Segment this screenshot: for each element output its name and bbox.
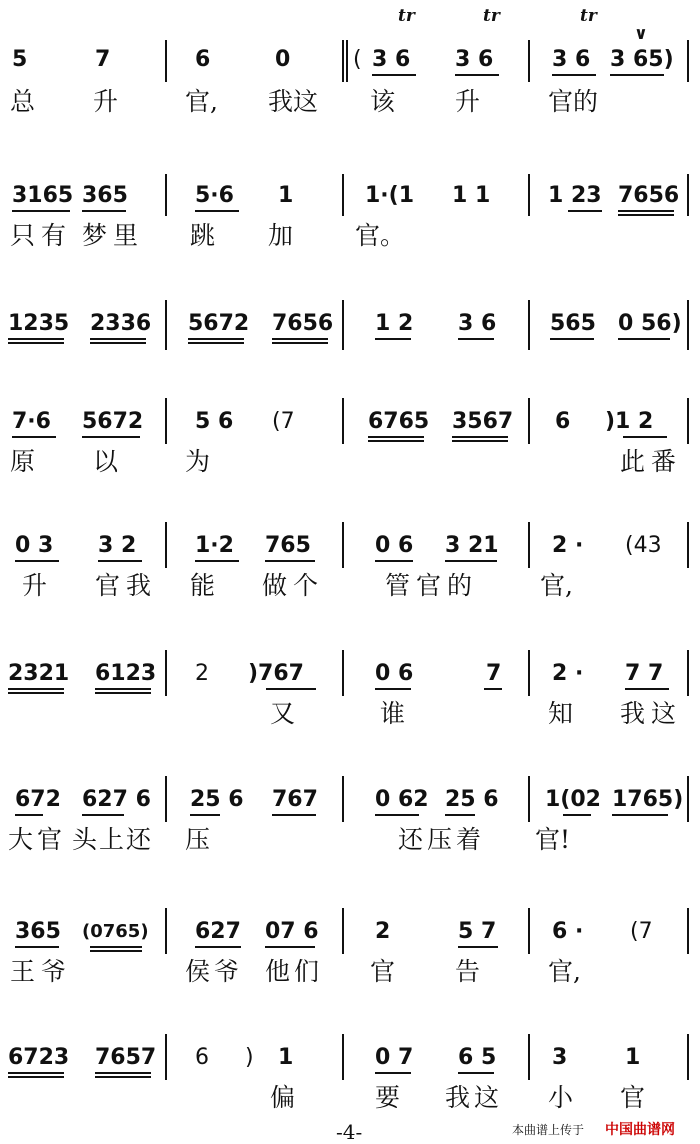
lyric: 要 [375,1083,401,1112]
note: 3 [552,1045,568,1070]
note: 1·2 [195,533,234,558]
beam [95,1072,151,1074]
note: 3 6 [552,47,591,72]
lyric: 该 [370,87,396,116]
note: 627 [195,919,241,944]
beam [563,814,591,816]
note: 0 62 [375,787,429,812]
barline [342,40,344,82]
beam [265,946,315,948]
barline [687,300,689,350]
note: 7·6 [12,409,51,434]
beam [610,74,664,76]
note: 1 [278,183,294,208]
lyric: 又 [270,699,296,728]
lyric: 官我 [95,571,158,600]
beam [8,688,64,690]
note: 25 6 [190,787,244,812]
note: 1765) [612,787,684,812]
lyric: 以 [93,447,119,476]
beam [90,342,146,344]
lyric: 偏 [270,1083,296,1112]
beam [90,338,146,340]
note: 2 [195,661,209,686]
note: 365 [82,183,128,208]
lyric: 告 [455,957,481,986]
note: 7 7 [625,661,664,686]
note: 5672 [82,409,144,434]
note: 2 · [552,661,584,686]
note: 365 [15,919,61,944]
beam [95,692,151,694]
beam [195,210,239,212]
lyric: 官 [620,1083,646,1112]
beam [195,560,239,562]
note: 1 1 [452,183,491,208]
lyric: 头上还 [72,825,154,854]
beam [452,440,508,442]
beam [452,436,508,438]
barline [165,776,167,822]
note: 7656 [272,311,334,336]
beam [618,210,674,212]
note: 2 [375,919,391,944]
beam [484,688,502,690]
beam [82,436,140,438]
note: 627 6 [82,787,151,812]
lyric: 还压着 [398,825,486,854]
note: 1 [278,1045,294,1070]
beam [188,338,244,340]
note: 0 6 [375,661,414,686]
note: 765 [265,533,311,558]
barline [165,1034,167,1080]
note: 3 21 [445,533,499,558]
barline [528,174,530,216]
barline [342,174,344,216]
note: 25 6 [445,787,499,812]
beam [625,688,669,690]
lyric: 做个 [262,571,325,600]
barline [342,522,344,568]
note: 3567 [452,409,514,434]
trill-mark: tr [483,6,500,26]
note: 5 [12,47,28,72]
beam [8,342,64,344]
beam [12,210,70,212]
lyric: 梦里 [82,221,145,250]
note: 2 · [552,533,584,558]
note: 1(02 [545,787,601,812]
note: 3165 [12,183,74,208]
beam [375,688,411,690]
note: )1 2 [605,409,654,434]
lyric: 能 [190,571,216,600]
beam [98,560,142,562]
beam [455,74,499,76]
barline [342,776,344,822]
breath-mark: ∨ [634,24,648,44]
note: 3 65) [610,47,674,72]
note: 767 [272,787,318,812]
note: 1235 [8,311,70,336]
lyric: 只有 [10,221,73,250]
beam [550,338,594,340]
lyric: 跳 [190,221,216,250]
barline [165,522,167,568]
beam [15,946,59,948]
beam [368,440,424,442]
beam [8,1072,64,1074]
note: 5·6 [195,183,234,208]
beam [458,338,494,340]
beam [618,214,674,216]
beam [195,946,241,948]
note: 0 3 [15,533,54,558]
beam [568,210,602,212]
barline [528,300,530,350]
barline [687,650,689,696]
note: 0 7 [375,1045,414,1070]
note: (43 [625,533,662,558]
barline [165,174,167,216]
beam [190,814,220,816]
barline [528,398,530,444]
barline [165,40,167,82]
lyric: 知 [548,699,574,728]
beam [272,338,328,340]
note: 7 [486,661,502,686]
lyric: 管官的 [385,571,479,600]
note: 565 [550,311,596,336]
beam [552,74,596,76]
beam [445,560,497,562]
note: 6 [555,409,571,434]
note: 2321 [8,661,70,686]
beam [618,338,670,340]
note: 7656 [618,183,680,208]
lyric: 我这 [620,699,683,728]
note: 1·(1 [365,183,415,208]
beam [95,688,151,690]
lyric: 升 [93,87,119,116]
note: 1 23 [548,183,602,208]
barline [342,650,344,696]
lyric: 大官 [8,825,67,854]
note: 3 2 [98,533,137,558]
beam [623,436,667,438]
barline [342,908,344,954]
barline [528,1034,530,1080]
lyric: 王爷 [10,957,73,986]
barline [342,398,344,444]
barline [528,650,530,696]
barline [165,650,167,696]
note: 07 6 [265,919,319,944]
note: 6 [195,1045,209,1070]
barline [687,908,689,954]
barline [528,522,530,568]
note: 3 6 [372,47,411,72]
note: 6723 [8,1045,70,1070]
trill-mark: tr [580,6,597,26]
barline [687,398,689,444]
note: ( [353,47,362,72]
barline [528,908,530,954]
beam [90,950,142,952]
trill-mark: tr [398,6,415,26]
beam [458,1072,494,1074]
page-number: -4- [336,1120,363,1144]
beam [90,946,142,948]
lyric: 谁 [380,699,406,728]
lyric: 侯爷 [185,957,244,986]
note: (7 [272,409,295,434]
barline [687,40,689,82]
barline [687,174,689,216]
barline [687,776,689,822]
beam [8,338,64,340]
beam [15,560,59,562]
lyric: 我这 [268,87,319,116]
lyric: 升 [22,571,48,600]
note: 5 7 [458,919,497,944]
barline [346,40,348,82]
note: 7 [95,47,111,72]
beam [12,436,56,438]
lyric: 为 [185,447,211,476]
footer-text: 本曲谱上传于 [512,1123,585,1137]
beam [82,814,124,816]
barline [165,300,167,350]
lyric: 原 [10,447,36,476]
beam [458,946,498,948]
barline [528,40,530,82]
barline [165,908,167,954]
lyric: 官! [535,825,571,854]
beam [375,560,413,562]
barline [342,1034,344,1080]
note: (0765) [82,921,149,942]
lyric: 官, [540,571,573,600]
barline [528,776,530,822]
beam [612,814,668,816]
lyric: 官。 [355,221,406,250]
lyric: 他们 [265,957,324,986]
beam [368,436,424,438]
lyric: 总 [10,87,36,116]
beam [82,210,126,212]
lyric: 官, [185,87,218,116]
note: 2336 [90,311,152,336]
beam [445,814,475,816]
note: (7 [630,919,653,944]
note: 0 [275,47,291,72]
beam [8,1076,64,1078]
note: )767 [248,661,304,686]
lyric: 升 [455,87,481,116]
note: 7657 [95,1045,157,1070]
lyric: 官 [370,957,396,986]
lyric: 此番 [620,447,683,476]
note: 5672 [188,311,250,336]
beam [375,338,411,340]
note: 6 [195,47,211,72]
site-logo: 中国曲谱网 [605,1122,675,1138]
note: 0 6 [375,533,414,558]
beam [265,560,315,562]
lyric: 压 [185,825,211,854]
lyric: 我这 [445,1083,504,1112]
note: 6123 [95,661,157,686]
beam [272,342,328,344]
lyric: 官的 [548,87,599,116]
note: 1 [625,1045,641,1070]
beam [272,814,316,816]
beam [372,74,416,76]
lyric: 官, [548,957,581,986]
note: 6 5 [458,1045,497,1070]
barline [342,300,344,350]
beam [266,688,316,690]
beam [375,1072,411,1074]
note: 5 6 [195,409,234,434]
note: 3 6 [455,47,494,72]
note: 0 56) [618,311,682,336]
beam [8,692,64,694]
beam [15,814,43,816]
beam [188,342,244,344]
barline [687,522,689,568]
lyric: 加 [268,221,294,250]
beam [375,814,419,816]
note: 672 [15,787,61,812]
note: ) [245,1045,254,1070]
note: 6 · [552,919,584,944]
beam [95,1076,151,1078]
note: 6765 [368,409,430,434]
note: 3 6 [458,311,497,336]
barline [165,398,167,444]
barline [687,1034,689,1080]
lyric: 小 [548,1083,574,1112]
note: 1 2 [375,311,414,336]
